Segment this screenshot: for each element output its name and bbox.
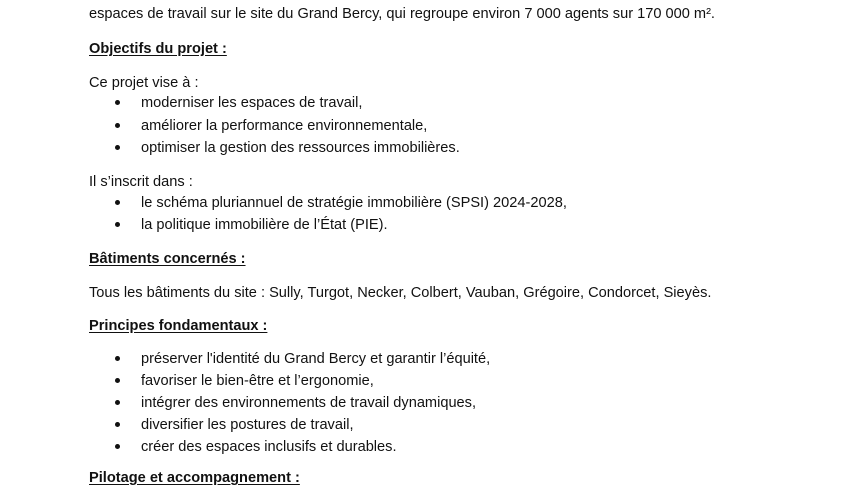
pilotage-heading: Pilotage et accompagnement : — [89, 470, 300, 486]
bullet-icon — [115, 400, 120, 405]
objectifs-heading: Objectifs du projet : — [89, 41, 227, 57]
bullet-icon — [115, 356, 120, 361]
intro-text-line: espaces de travail sur le site du Grand Bercy, qui regroupe environ 7 000 agents sur 170 000 m². — [89, 6, 715, 22]
bullet-icon — [115, 422, 120, 427]
list-item-text: moderniser les espaces de travail, — [141, 95, 363, 111]
bullet-icon — [115, 378, 120, 383]
principes-heading: Principes fondamentaux : — [89, 318, 268, 334]
batiments-text: Tous les bâtiments du site : Sully, Turgot, Necker, Colbert, Vauban, Grégoire, Condorcet, Sieyès. — [89, 285, 712, 301]
list-item-text: créer des espaces inclusifs et durables. — [141, 439, 397, 455]
list-item-text: intégrer des environnements de travail dynamiques, — [141, 395, 477, 411]
bullet-icon — [115, 145, 120, 150]
bullet-icon — [115, 100, 120, 105]
list-item-text: favoriser le bien-être et l’ergonomie, — [141, 373, 374, 389]
list-item-text: préserver l'identité du Grand Bercy et garantir l’équité, — [141, 351, 491, 367]
bullet-icon — [115, 200, 120, 205]
objectifs-lead: Ce projet vise à : — [89, 75, 199, 91]
bullet-icon — [115, 222, 120, 227]
list-item-text: optimiser la gestion des ressources immobilières. — [141, 140, 460, 156]
bullet-icon — [115, 444, 120, 449]
list-item-text: améliorer la performance environnementale, — [141, 118, 428, 134]
bullet-icon — [115, 123, 120, 128]
list-item-text: diversifier les postures de travail, — [141, 417, 354, 433]
list-item-text: la politique immobilière de l’État (PIE). — [141, 217, 388, 233]
list-item-text: le schéma pluriannuel de stratégie immobilière (SPSI) 2024-2028, — [141, 195, 567, 211]
inscription-lead: Il s’inscrit dans : — [89, 174, 193, 190]
batiments-heading: Bâtiments concernés : — [89, 251, 246, 267]
